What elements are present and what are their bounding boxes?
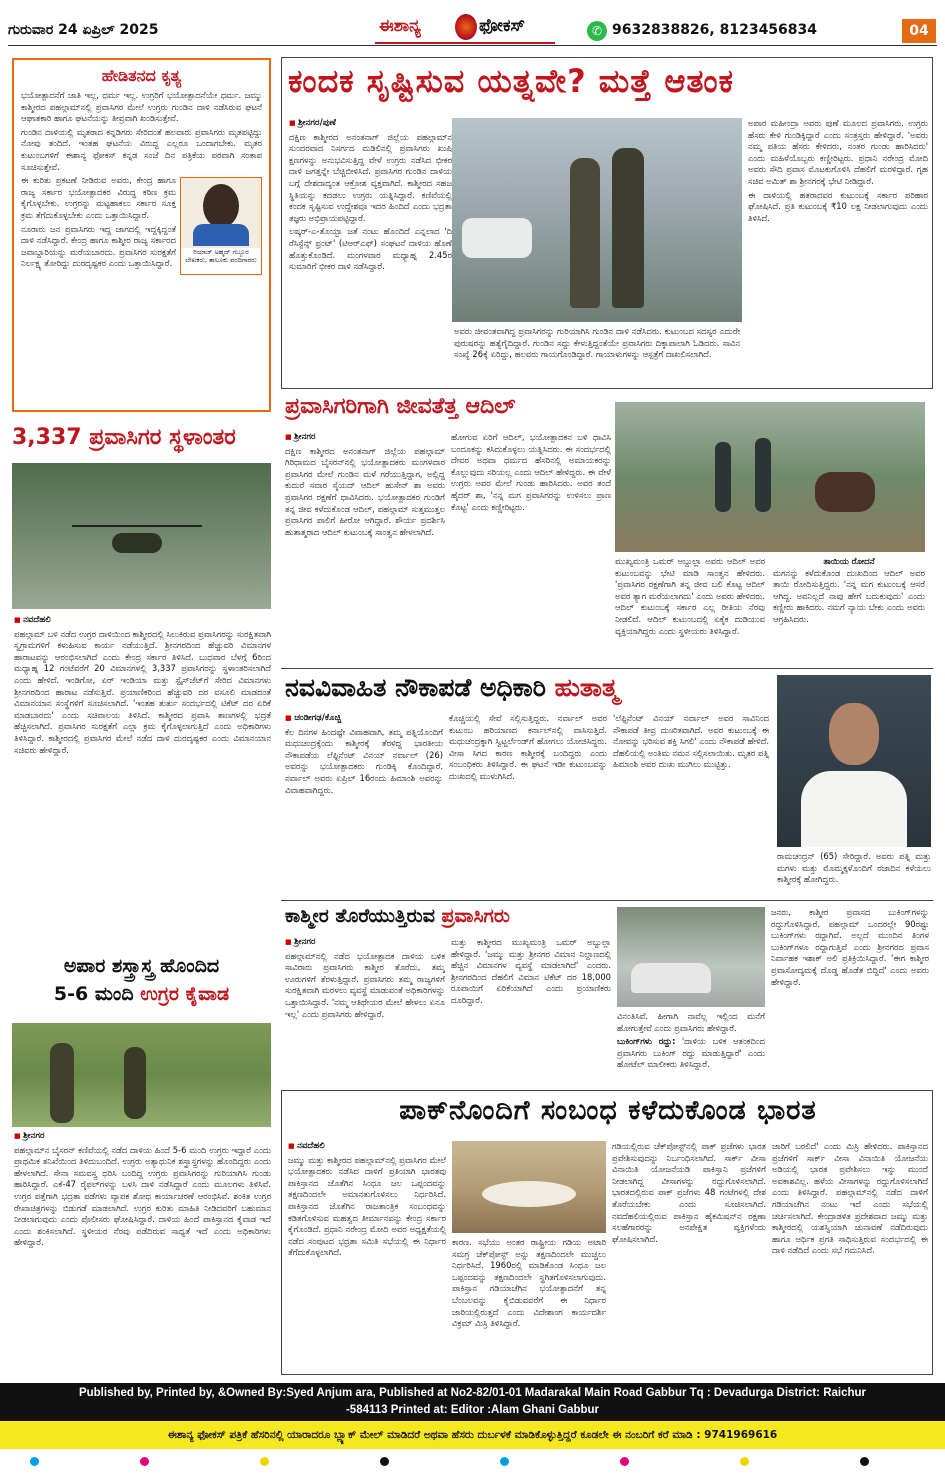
pakistan-story (281, 1090, 933, 1375)
caption-name: ರಿಯಾಜ್ ಅಹ್ಮದ್ ಗಬ್ಬೂರ (193, 248, 249, 257)
exodus-paragraph: ಪಹಲ್ಗಾಮ್‌ನಲ್ಲಿ ನಡೆದ ಭಯೋತ್ಪಾದಕ ದಾಳಿಯ ಬಳಿಕ ಸಾವಿರಾರು ಪ್ರವಾಸಿಗರು ಕಾಶ್ಮೀರ ತೊರೆದು, ತಮ್ಮ ಊರುಗಳಿಗೆ ತೆರಳುತ್ತಿದ್ದಾರೆ. ಪ್ರವಾಸಿಗರು ತಮ್ಮ ರಾಜ್ಯಗಳಿಗೆ ಸುರಕ್ಷಿತವಾಗಿ ಮರಳಲು ವ್ಯವಸ್ಥೆ ಮಾಡುವಂತೆ ಅಧಿಕಾರಿಗಳನ್ನು ಒತ್ತಾಯಿಸಿದ್ದಾರೆ. 'ನಮ್ಮ ಆತಿಥೇಯರ ಮೇಲೆ ಹೇಳಲು ಏನೂ ಇಲ್ಲ' ಎಂದು ಪ್ರವಾಸಿಗರು ಹೇಳಿದ್ದಾರೆ. (285, 950, 445, 1019)
adil-dateline: ■ ಶ್ರೀನಗರ (285, 432, 445, 444)
editorial-photo (180, 177, 262, 275)
soldier-figure-icon (50, 1043, 74, 1123)
editorial-title: ಹೇಡಿತನದ ಕೃತ್ಯ (101, 66, 182, 85)
weapons-dateline: ■ ಶ್ರೀನಗರ (14, 1131, 271, 1143)
adil-paragraph: ಮುಖ್ಯಮಂತ್ರಿ ಒಮರ್ ಅಬ್ದುಲ್ಲಾ ಅವರು ಆದಿಲ್ ಅವರ ಕುಟುಂಬವನ್ನು ಭೇಟಿ ಮಾಡಿ ಸಾಂತ್ವನ ಹೇಳಿದರು. 'ಪ್ರವಾಸಿಗರ ರಕ್ಷಣೆಗಾಗಿ ತನ್ನ ಜೀವ ಬಲಿ ಕೊಟ್ಟ ಆದಿಲ್ ಅವರ ತ್ಯಾಗ ಮರೆಯಲಾಗದು' ಎಂದು ಅವರು ಹೇಳಿದರು. ಆದಿಲ್ ಕುಟುಂಬಕ್ಕೆ ಸರ್ಕಾರ ಎಲ್ಲ ರೀತಿಯ ನೆರವು ನೀಡಲಿದೆ. ಆದಿಲ್ ಕುಟುಂಬದಲ್ಲಿ ಏಕೈಕ ದುಡಿಯುವ ವ್ಯಕ್ತಿಯಾಗಿದ್ದರು ಎಂದು ಸ್ಥಳೀಯರು ತಿಳಿಸಿದ್ದಾರೆ. (615, 556, 765, 636)
masthead-phones: 9632838826, 8123456834 (612, 22, 818, 38)
editorial-box (12, 58, 271, 412)
editorial-body (21, 90, 262, 270)
pakistan-column-3 (612, 1141, 766, 1373)
registration-dot-icon (860, 1457, 869, 1466)
lead-paragraph: ದಕ್ಷಿಣ ಕಾಶ್ಮೀರದ ಅನಂತನಾಗ್ ಜಿಲ್ಲೆಯ ಪಹಲ್ಗಾಮ್‌ನ ಸುಂದರವಾದ ನಿಸರ್ಗದ ಮಡಿಲಿನಲ್ಲಿ ಪ್ರವಾಸಿಗರು ಖುಷಿ ಕ್ಷಣಗಳನ್ನು ಅನುಭವಿಸುತ್ತಿದ್ದ ವೇಳೆ ಉಗ್ರರು ನಡೆಸಿದ ಭೀಕರ ದಾಳಿ ಜಗತ್ತನ್ನೇ ಬೆಚ್ಚಿಬೀಳಿಸಿದೆ. ಪ್ರವಾಸಿಗರ ಗುಂಡಿನ ದಾಳಿಯ ಬಗ್ಗೆ ದೇಶದಾದ್ಯಂತ ಆಕ್ರೋಶ ವ್ಯಕ್ತವಾಗಿದೆ. ಕಾಶ್ಮೀರದ ಸಹಜ ಸ್ಥಿತಿಯನ್ನು ಕದಡಲು ಉಗ್ರರು ಯತ್ನಿಸಿದ್ದಾರೆ. ಕಣಿವೆಯಲ್ಲಿ ಕಂದಕ ಸೃಷ್ಟಿಸುವ ಉದ್ದೇಶವೂ ಇದರ ಹಿಂದಿದೆ ಎಂದು ಭದ್ರತಾ ತಜ್ಞರು ಅಭಿಪ್ರಾಯಪಟ್ಟಿದ್ದಾರೆ. (289, 131, 452, 223)
lead-column-1 (289, 118, 452, 388)
exodus-headline-accent: ಪ್ರವಾಸಿಗರು (441, 905, 510, 927)
navy-paragraph: ಕೊಚ್ಚಿಯಲ್ಲಿ ಸೇವೆ ಸಲ್ಲಿಸುತ್ತಿದ್ದರು. ನರ್ವಾಲ್ ಅವರ ಕುಟುಂಬ ಹರಿಯಾಣದ ಕರ್ನಾಲ್‌ನಲ್ಲಿ ವಾಸಿಸುತ್ತಿದೆ. ಮಧುಚಂದ್ರಕ್ಕಾಗಿ ಸ್ವಿಟ್ಜರ್ಲೆಂಡ್‌ಗೆ ಹೋಗಲು ಯೋಜಿಸಿದ್ದರು. ವೀಸಾ ಸಿಗದ ಕಾರಣ ಕಾಶ್ಮೀರಕ್ಕೆ ಬಂದಿದ್ದರು ಎಂದು ಸಂಬಂಧಿಕರು ತಿಳಿಸಿದ್ದಾರೆ. ಈ ಘಟನೆ ಇಡೀ ಕುಟುಂಬವನ್ನು ದುಃಖದಲ್ಲಿ ಮುಳುಗಿಸಿದೆ. (449, 713, 607, 781)
soldier-figure-icon (612, 148, 644, 308)
conference-table-icon (482, 1181, 576, 1207)
exodus-column-1 (285, 937, 445, 1085)
person-figure-icon (715, 442, 731, 512)
helicopter-rotor-icon (72, 525, 202, 527)
lead-paragraph: ಅಪಾರ ಮಹೀಂದ್ರಾ ಅವರು ಪುಣೆ ಮೂಲದ ಪ್ರವಾಸಿಗರು. ಉಗ್ರರು ಹೆಸರು ಕೇಳಿ ಗುಂಡಿಕ್ಕಿದ್ದಾರೆ ಎಂದು ಸಂತ್ರಸ್ತರು ಹೇಳಿದ್ದಾರೆ. 'ಅವರು ನಮ್ಮ ಪತಿಯ ಹೆಸರು ಕೇಳಿದರು, ನಂತರ ಗುಂಡು ಹಾರಿಸಿದರು' ಎಂದು ಮಹಿಳೆಯೊಬ್ಬರು ಕಣ್ಣೀರಿಟ್ಟರು. ಪ್ರಧಾನಿ ನರೇಂದ್ರ ಮೋದಿ ಅವರು ಸೌದಿ ಪ್ರವಾಸ ಮೊಟಕುಗೊಳಿಸಿ ದೆಹಲಿಗೆ ಮರಳಿದ್ದಾರೆ. ಗೃಹ ಸಚಿವ ಅಮಿತ್ ಶಾ ಶ್ರೀನಗರಕ್ಕೆ ಭೇಟಿ ನೀಡಿದ್ದಾರೆ. (748, 118, 928, 186)
evacuation-headline: 3,337 ಪ್ರವಾಸಿಗರ ಸ್ಥಳಾಂತರ (12, 425, 236, 450)
adil-headline: ಪ್ರವಾಸಿಗರಿಗಾಗಿ ಜೀವತೆತ್ತ ಆದಿಲ್ (285, 394, 516, 419)
pakistan-column-4 (772, 1141, 928, 1373)
logo-emblem-icon (455, 14, 477, 40)
masthead (0, 0, 945, 46)
lead-paragraph: ಲಷ್ಕರ್-ಎ-ತೊಯ್ಬಾ ಜತೆ ನಂಟು ಹೊಂದಿದೆ ಎನ್ನಲಾದ 'ದಿ ರೆಸಿಸ್ಟೆನ್ಸ್ ಫ್ರಂಟ್' (ಟಿಆರ್‌ಎಫ್) ಸಂಘಟನೆ ದಾಳಿಯ ಹೊಣೆ ಹೊತ್ತುಕೊಂಡಿದೆ. ಮಂಗಳವಾರ ಮಧ್ಯಾಹ್ನ 2.45ರ ಸುಮಾರಿಗೆ ಭೀಕರ ದಾಳಿ ನಡೆಸಿದ್ದಾರೆ. (289, 226, 452, 272)
horse-icon (815, 472, 875, 512)
exodus-dateline: ■ ಶ್ರೀನಗರ (285, 937, 445, 949)
exodus-subhead: ಬುಕಿಂಗ್‌ಗಳು ರದ್ದು: (617, 1036, 676, 1047)
registration-dot-icon (500, 1457, 509, 1466)
weapons-headline-1: ಅಪಾರ ಶಸ್ತ್ರಾಸ್ತ್ರ ಹೊಂದಿದ (63, 955, 220, 977)
adil-subhead: ತಾಯಿಯ ರೋದನೆ (823, 556, 875, 566)
pakistan-column-2 (452, 1237, 606, 1373)
pakistan-photo-meeting (452, 1141, 606, 1233)
registration-dot-icon (140, 1457, 149, 1466)
evacuation-story (10, 425, 273, 950)
footer-notice: ಈಶಾನ್ಯ ಫೋಕಸ್ ಪತ್ರಿಕೆ ಹೆಸರಿನಲ್ಲಿ ಯಾರಾದರೂ ಬ್ಲ್ಯಾಕ್ ಮೇಲ್ ಮಾಡಿದರೆ ಅಥವಾ ಹೆಸರು ದುರ್ಬಳಕೆ ಮಾಡಿಕೊಳ್ಳುತ್ತಿದ್ದರೆ ಕೂಡಲೇ ಈ ನಂಬರಿಗೆ ಕರೆ ಮಾಡಿ : 9741969616 (0, 1421, 945, 1449)
navy-officer-photo (777, 675, 931, 847)
navy-column-1 (285, 713, 443, 895)
logo-word-left: ಈಶಾನ್ಯ (379, 16, 421, 36)
navy-column-3 (613, 713, 769, 895)
helicopter-icon (112, 533, 162, 553)
registration-dot-icon (260, 1457, 269, 1466)
exodus-paragraph: ಜನರು, ಕಾಶ್ಮೀರ ಪ್ರವಾಸದ ಬುಕಿಂಗ್‌ಗಳನ್ನು ರದ್ದುಗೊಳಿಸಿದ್ದಾರೆ. ಪಹಲ್ಗಾಮ್ ಒಂದರಲ್ಲೇ 90ರಷ್ಟು ಬುಕಿಂಗ್‌ಗಳು ರದ್ದಾಗಿವೆ. ಅಲ್ಲದೆ ಮುಂದಿನ ತಿಂಗಳ ಬುಕಿಂಗ್‌ಗಳೂ ರದ್ದಾಗುತ್ತಿವೆ ಎಂದು ಶ್ರೀನಗರದ ಪ್ರವಾಸ ನಿರ್ವಾಹಕ ಇಶಾಕ್ ಅಲಿ ಪ್ರತಿಕ್ರಿಯಿಸಿದ್ದಾರೆ. 'ಈಗ ಕಾಶ್ಮೀರ ಪ್ರವಾಸೋದ್ಯಮಕ್ಕೆ ದೊಡ್ಡ ಹೊಡೆತ ಬಿದ್ದಿದೆ' ಎಂದು ಅವರು ಹೇಳಿದ್ದಾರೆ. (771, 907, 929, 987)
exodus-headline-main: ಕಾಶ್ಮೀರ ತೊರೆಯುತ್ತಿರುವ (285, 905, 442, 927)
evacuation-body (14, 615, 271, 945)
masthead-rule (8, 45, 937, 46)
registration-dot-icon (30, 1457, 39, 1466)
vehicle-icon (462, 218, 532, 258)
adil-paragraph: ಮಗನನ್ನು ಕಳೆದುಕೊಂಡ ದುಃಖದಿಂದ ಆದಿಲ್ ಅವರ ತಾಯಿ ರೋದಿಸುತ್ತಿದ್ದರು. 'ನನ್ನ ಮಗ ಕುಟುಂಬಕ್ಕೆ ಆಸರೆ ಆಗಿದ್ದ. ಅವನಿಲ್ಲದೆ ನಾವು ಹೇಗೆ ಬದುಕುವುದು' ಎಂದು ಕಣ್ಣೀರು ಹಾಕಿದರು. ನಮಗೆ ನ್ಯಾಯ ಬೇಕು ಎಂದು ಅವರು ಆಗ್ರಹಿಸಿದರು. (773, 567, 925, 624)
pakistan-paragraph: ಗಡಿಯಲ್ಲಿರುವ ಚೆಕ್‌ಪೋಸ್ಟ್‌ನಲ್ಲಿ ಪಾಕ್ ಪ್ರಜೆಗಳು ಭಾರತ ಪ್ರವೇಶಿಸುವುದನ್ನು ನಿರ್ಬಂಧಿಸಲಾಗಿದೆ. ಸಾರ್ಕ್ ವೀಸಾ ವಿನಾಯಿತಿ ಯೋಜನೆಯಡಿ ಪಾಕಿಸ್ತಾನಿ ಪ್ರಜೆಗಳಿಗೆ ನೀಡಲಾಗಿದ್ದ ವೀಸಾಗಳನ್ನು ರದ್ದುಗೊಳಿಸಲಾಗಿದೆ. ಭಾರತದಲ್ಲಿರುವ ಪಾಕ್ ಪ್ರಜೆಗಳು 48 ಗಂಟೆಗಳಲ್ಲಿ ದೇಶ ತೊರೆಯಬೇಕು ಎಂದು ಸೂಚಿಸಲಾಗಿದೆ. ನವದೆಹಲಿಯಲ್ಲಿರುವ ಪಾಕಿಸ್ತಾನ ಹೈಕಮಿಷನ್‌ನ ರಕ್ಷಣಾ ಸಲಹೆಗಾರರನ್ನು ಅನಪೇಕ್ಷಿತ ವ್ಯಕ್ತಿಗಳೆಂದು ಘೋಷಿಸಲಾಗಿದೆ. (612, 1141, 766, 1244)
weapons-headline-main: 5-6 ಮಂದಿ (53, 983, 141, 1005)
evacuation-photo-helicopter (12, 463, 271, 609)
navy-headline-accent: ಹುತಾತ್ಮ (554, 673, 619, 702)
caption-role: ಲೇಖಕರು, ತಾಲೂಕು ವರದಿಗಾರರು (185, 256, 257, 265)
exodus-paragraph: 'ದಾಳಿಯ ಬಳಿಕ ಆತಂಕದಿಂದ ಪ್ರವಾಸಿಗರು ಬುಕಿಂಗ್ ರದ್ದು ಮಾಡುತ್ತಿದ್ದಾರೆ' ಎಂದು ಹೋಟೆಲ್ ಮಾಲೀಕರು ತಿಳಿಸಿದ್ದಾರೆ. (617, 1036, 765, 1070)
pakistan-headline: ಪಾಕ್‌ನೊಂದಿಗೆ ಸಂಬಂಧ ಕಳೆದುಕೊಂಡ ಭಾರತ (399, 1095, 817, 1126)
navy-caption: ರಾಮಚಂದ್ರನ್ (65) ಸೇರಿದ್ದಾರೆ. ಅವರು ಪತ್ನಿ ಮತ್ತು ಮಗಳು ಮತ್ತು ಮೊಮ್ಮಕ್ಕಳೊಂದಿಗೆ ರಜಾದಿನ ಕಳೆಯಲು ಕಾಶ್ಮೀರಕ್ಕೆ ಹೋಗಿದ್ದರು. (777, 851, 931, 885)
navy-story (281, 668, 933, 896)
editorial-paragraph: ನೂರಾರು ಜನ ಪ್ರವಾಸಿಗರು ಇದ್ದ ಜಾಗದಲ್ಲಿ ಇದ್ದಕ್ಕಿದ್ದಂತೆ ದಾಳಿ ನಡೆಸಿದ್ದಾರೆ. ಕೇಂದ್ರ ಹಾಗೂ ಕಾಶ್ಮೀರ ರಾಜ್ಯ ಸರ್ಕಾರದ ಜವಾಬ್ದಾರಿಯನ್ನು ಮರೆಯಬಾರದು. ಪ್ರವಾಸಿಗರ ಸುರಕ್ಷತೆಗೆ ನಿರ್ಲಕ್ಷ್ಯ ತೋರಿದ್ದು ದುರದೃಷ್ಟಕರ ಎಂದು ಒತ್ತಾಯಿಸಿದ್ದಾರೆ. (21, 223, 176, 269)
navy-paragraph: 'ಲೆಫ್ಟಿನೆಂಟ್ ವಿನಯ್ ನರ್ವಾಲ್ ಅವರ ಸಾವಿನಿಂದ ನೌಕಾಪಡೆ ತೀವ್ರ ದುಃಖಿತವಾಗಿದೆ. ಅವರ ಕುಟುಂಬಕ್ಕೆ ಈ ನೋವನ್ನು ಭರಿಸುವ ಶಕ್ತಿ ಸಿಗಲಿ' ಎಂದು ನೌಕಾಪಡೆ ಹೇಳಿದೆ. ದೆಹಲಿಯಲ್ಲಿ ಅಂತಿಮ ನಮನ ಸಲ್ಲಿಸಲಾಯಿತು. ಮೃತರ ಪತ್ನಿ ಹಿಮಾಂಶಿ ಅವರ ದುಃಖ ಮುಗಿಲು ಮುಟ್ಟಿತ್ತು. (613, 713, 769, 770)
pakistan-dateline: ■ ನವದೆಹಲಿ (288, 1141, 446, 1153)
registration-dot-icon (620, 1457, 629, 1466)
adil-photo-forest (615, 402, 925, 552)
exodus-column-2 (451, 937, 611, 1085)
adil-column-4 (773, 556, 925, 662)
weapons-headline-accent: ಉಗ್ರರ ಕೈವಾಡ (140, 983, 230, 1005)
navy-column-2 (449, 713, 607, 895)
officer-face-icon (829, 703, 879, 765)
navy-paragraph: ಕೆಲ ದಿನಗಳ ಹಿಂದಷ್ಟೇ ವಿವಾಹವಾಗಿ, ತಮ್ಮ ಪತ್ನಿಯೊಂದಿಗೆ ಮಧುಚಂದ್ರಕ್ಕೆಂದು ಕಾಶ್ಮೀರಕ್ಕೆ ತೆರಳಿದ್ದ ಭಾರತೀಯ ನೌಕಾಪಡೆಯ ಲೆಫ್ಟಿನೆಂಟ್ ವಿನಯ್ ನರ್ವಾಲ್ (26) ಅವರನ್ನು ಭಯೋತ್ಪಾದಕರು ಗುಂಡಿಕ್ಕಿ ಕೊಂದಿದ್ದಾರೆ. ನರ್ವಾಲ್ ಅವರು ಏಪ್ರಿಲ್ 16ರಂದು ಹಿಮಾಂಶಿ ಅವರನ್ನು ವಿವಾಹವಾಗಿದ್ದರು. (285, 726, 443, 795)
evacuation-dateline: ■ ನವದೆಹಲಿ (14, 615, 271, 627)
pakistan-paragraph: ಕಾರಣ. ಸಭೆಯು ಅಂತರ ರಾಷ್ಟ್ರೀಯ ಗಡಿಯ ಅಟಾರಿ ಸಮಗ್ರ ಚೆಕ್‌ಪೋಸ್ಟ್ ಅನ್ನು ತಕ್ಷಣದಿಂದಲೇ ಮುಚ್ಚಲು ನಿರ್ಧರಿಸಿದೆ. 1960ರಲ್ಲಿ ಮಾಡಿಕೊಂಡ ಸಿಂಧೂ ಜಲ ಒಪ್ಪಂದವನ್ನು ತಕ್ಷಣದಿಂದಲೇ ಸ್ಥಗಿತಗೊಳಿಸಲಾಗುವುದು. ಪಾಕಿಸ್ತಾನ ಗಡಿಯಾಚೆಗಿನ ಭಯೋತ್ಪಾದನೆಗೆ ತನ್ನ ಬೆಂಬಲವನ್ನು ಕೈಬಿಡುವವರೆಗೆ ಈ ನಿರ್ಧಾರ ಜಾರಿಯಲ್ಲಿರುತ್ತದೆ ಎಂದು ವಿದೇಶಾಂಗ ಕಾರ್ಯದರ್ಶಿ ವಿಕ್ರಮ್ ಮಿಸ್ರಿ ತಿಳಿಸಿದ್ದಾರೆ. (452, 1237, 606, 1329)
logo-word-right: ಫೋಕಸ್ (479, 16, 526, 36)
editorial-paragraph: ಈ ಕುರಿತು ಪ್ರಕಟಣೆ ನೀಡಿರುವ ಅವರು, ಕೇಂದ್ರ ಹಾಗೂ ರಾಜ್ಯ ಸರ್ಕಾರ ಭಯೋತ್ಪಾದಕರ ವಿರುದ್ಧ ಕಠಿಣ ಕ್ರಮ ಕೈಗೊಳ್ಳಬೇಕು. ಉಗ್ರರನ್ನು ಮಟ್ಟಹಾಕಲು ಸರ್ಕಾರ ಸೂಕ್ತ ಕ್ರಮ ತೆಗೆದುಕೊಳ್ಳಬೇಕು ಎಂದು ಒತ್ತಾಯಿಸಿದ್ದಾರೆ. (21, 175, 176, 220)
soldier-figure-icon (570, 158, 600, 308)
print-registration-bar (0, 1455, 945, 1469)
navy-headline (285, 673, 765, 711)
exodus-column-4 (771, 907, 929, 1085)
lead-headline: ಕಂದಕ ಸೃಷ್ಟಿಸುವ ಯತ್ನವೇ? ಮತ್ತೆ ಆತಂಕ (288, 62, 734, 100)
lead-column-2 (454, 326, 740, 388)
whatsapp-icon: ✆ (587, 21, 607, 41)
lead-photo-soldiers (452, 118, 742, 322)
lead-story (281, 57, 933, 389)
lead-paragraph: ಅವರು ಜೀವಂತವಾಗಿದ್ದ ಪ್ರವಾಸಿಗರನ್ನು ಗುರಿಯಾಗಿಸಿ ಗುಂಡಿನ ದಾಳಿ ನಡೆಸಿದರು. ಕುಟುಂಬದ ಸದಸ್ಯರ ಎದುರೇ ಪುರುಷರನ್ನು ಹತ್ಯೆಗೈದಿದ್ದಾರೆ. ಗುಂಡಿನ ಸದ್ದು ಕೇಳುತ್ತಿದ್ದಂತೆಯೇ ಪ್ರವಾಸಿಗರು ದಿಕ್ಕಾಪಾಲಾಗಿ ಓಡಿದರು. ಸಾವಿನ ಸಂಖ್ಯೆ 26ಕ್ಕೆ ಏರಿದ್ದು, ಹಲವರು ಗಾಯಗೊಂಡಿದ್ದಾರೆ. ಗಾಯಾಳುಗಳನ್ನು ಆಸ್ಪತ್ರೆಗೆ ದಾಖಲಿಸಲಾಗಿದೆ. (454, 326, 740, 360)
registration-dot-icon (380, 1457, 389, 1466)
exodus-photo-cars (617, 907, 765, 1007)
weapons-photo-soldiers (12, 1023, 271, 1127)
pakistan-column-1 (288, 1141, 446, 1373)
exodus-headline (285, 905, 615, 937)
masthead-logo (375, 14, 555, 44)
weapons-story (10, 955, 273, 1375)
adil-paragraph: ದಕ್ಷಿಣ ಕಾಶ್ಮೀರದ ಅನಂತನಾಗ್ ಜಿಲ್ಲೆಯ ಪಹಲ್ಗಾಮ್ ಗಿರಿಧಾಮದ ಬೈಸರನ್‌ನಲ್ಲಿ ಭಯೋತ್ಪಾದಕರು ಮಂಗಳವಾರ ಪ್ರವಾಸಿಗರ ಮೇಲೆ ಗುಂಡಿನ ಮಳೆ ಗರೆಯುತ್ತಿದ್ದಾಗ, ಅಲ್ಲಿದ್ದ ಕುದುರೆ ಸವಾರ ಸೈಯದ್ ಆದಿಲ್ ಹುಸೇನ್ ಶಾ ಅವರು ಪ್ರವಾಸಿಗರ ರಕ್ಷಣೆಗೆ ಧಾವಿಸಿದರು. ಭಯೋತ್ಪಾದಕರ ಗುಂಡಿಗೆ ತನ್ನ ಜೀವ ಕಳೆದುಕೊಂಡ ಆದಿಲ್, ಪಹಲ್ಗಾಮ್ ಸುತ್ತಮುತ್ತಲ ಪ್ರವಾಸಿಗರ ಪಾಲಿಗೆ ಹೀರೋ ಆಗಿದ್ದಾರೆ. ಶೌರ್ಯ ಪ್ರದರ್ಶಿಸಿ ಹುತಾತ್ಮರಾದ ಆದಿಲ್ ಕುಟುಂಬಕ್ಕೆ ಸಾಂತ್ವನ ಹೇಳಲಾಗಿದೆ. (285, 445, 445, 537)
lead-dateline: ■ ಶ್ರೀನಗರ/ಪುಣೆ (289, 118, 452, 130)
adil-paragraph: ಹೋಗುವ ಏರಿಗೆ ಆದಿಲ್, ಭಯೋತ್ಪಾದಕನ ಬಳಿ ಧಾವಿಸಿ ಬಂದೂಕನ್ನು ಕಸಿದುಕೊಳ್ಳಲು ಯತ್ನಿಸಿದರು. ಈ ಸಂದರ್ಭದಲ್ಲಿ ದೇವರ ಅಥವಾ ಧರ್ಮದ ಹೆಸರಿನಲ್ಲಿ ಅಮಾಯಕರನ್ನು ಕೊಲ್ಲುವುದು ಸರಿಯಲ್ಲ ಎಂದು ಆದಿಲ್ ಹೇಳಿದ್ದರು. ಈ ವೇಳೆ ಉಗ್ರರು ಅವರ ಮೇಲೆ ಗುಂಡು ಹಾರಿಸಿದರು. ಅವರ ತಂದೆ ಹೈದರ್ ಶಾ, 'ನನ್ನ ಮಗ ಪ್ರವಾಸಿಗರನ್ನು ಉಳಿಸಲು ಪ್ರಾಣ ಕೊಟ್ಟ' ಎಂದು ಕಣ್ಣೀರಿಟ್ಟರು. (451, 432, 611, 512)
weapons-headline-2 (10, 983, 273, 1013)
exodus-paragraph: ವಿನಂತಿಸಿವೆ. ಹೀಗಾಗಿ ನಾವೆಲ್ಲ ಇಲ್ಲಿಂದ ಮನೆಗೆ ಹೋಗುತ್ತೇವೆ ಎಂದು ಪ್ರವಾಸಿಗರು ಹೇಳಿದ್ದಾರೆ. (617, 1011, 765, 1033)
pakistan-paragraph: ಜಾರಿಗೆ ಬರಲಿದೆ' ಎಂದು ಮಿಸ್ರಿ ಹೇಳಿದರು. ಪಾಕಿಸ್ತಾನದ ಪ್ರಜೆಗಳಿಗೆ ಸಾರ್ಕ್ ವೀಸಾ ವಿನಾಯಿತಿ ಯೋಜನೆಯ ಅಡಿಯಲ್ಲಿ ಭಾರತ ಪ್ರವೇಶಿಸಲು ಇನ್ನು ಮುಂದೆ ಅವಕಾಶವಿಲ್ಲ. ಹಳೆಯ ವೀಸಾಗಳನ್ನು ರದ್ದುಗೊಳಿಸಲಾಗಿದೆ ಎಂದು ತಿಳಿಸಿದ್ದಾರೆ. ಪಹಲ್ಗಾಮ್‌ನಲ್ಲಿ ನಡೆದ ದಾಳಿಗೆ ಗಡಿಯಾಚೆಗಿನ ನಂಟು ಇದೆ ಎಂದು ಸಭೆಯಲ್ಲಿ ಚರ್ಚಿಸಲಾಗಿದೆ. ಕೇಂದ್ರಾಡಳಿತ ಪ್ರದೇಶವಾದ ಜಮ್ಮು ಮತ್ತು ಕಾಶ್ಮೀರದಲ್ಲಿ ಯಶಸ್ವಿಯಾಗಿ ಚುನಾವಣೆ ನಡೆದಿರುವುದು ಹಾಗೂ ಆರ್ಥಿಕ ಪ್ರಗತಿ ಸಾಧಿಸುತ್ತಿರುವ ಸಂದರ್ಭದಲ್ಲಿ ಈ ದಾಳಿ ನಡೆದಿದೆ ಎಂದು ಸಭೆ ಗಮನಿಸಿದೆ. (772, 1141, 928, 1256)
editorial-paragraph: ಗುಂಡಿನ ದಾಳಿಯಲ್ಲಿ ಮೃತರಾದ ಕನ್ನಡಿಗರು ಸೇರಿದಂತೆ ಹಲವಾರು ಪ್ರವಾಸಿಗರು ಮೃತಪಟ್ಟಿದ್ದು ನೋವು ತಂದಿದೆ. ಇಂತಹ ಘಟನೆಯ ವಿರುದ್ಧ ಎಲ್ಲರೂ ಒಂದಾಗಬೇಕು. ಮೃತರ ಕುಟುಂಬಗಳಿಗೆ ಈಶಾನ್ಯ ಫೋಕಸ್ ಕನ್ನಡ ಸಂಜೆ ದಿನ ಪತ್ರಿಕೆಯ ಪರವಾಗಿ ಸಂತಾಪ ಸೂಚಿಸುತ್ತೇವೆ. (21, 126, 262, 172)
officer-uniform-icon (801, 771, 907, 847)
editorial-paragraph: ಭಯೋತ್ಪಾದನೆಗೆ ಜಾತಿ ಇಲ್ಲ, ಧರ್ಮ ಇಲ್ಲ. ಉಗ್ರರಿಗೆ ಭಯೋತ್ಪಾದನೆಯೇ ಧರ್ಮ. ಜಮ್ಮು ಕಾಶ್ಮೀರದ ಪಹಲ್ಗಾಮ್‌ನಲ್ಲಿ ಪ್ರವಾಸಿಗರ ಮೇಲೆ ಉಗ್ರರು ಗುಂಡಿನ ದಾಳಿ ನಡೆಸಿರುವ ಘಟನೆ ಆಘಾತಕಾರಿ ಹಾಗೂ ಘಟನೆಯನ್ನು ತೀವ್ರವಾಗಿ ಖಂಡಿಸುತ್ತೇವೆ. (21, 90, 262, 124)
weapons-body (14, 1131, 271, 1375)
soldier-figure-icon (124, 1047, 146, 1119)
person-shirt-icon (193, 224, 249, 246)
adil-column-1 (285, 432, 445, 662)
registration-dot-icon (740, 1457, 749, 1466)
car-icon (631, 963, 711, 993)
pakistan-paragraph: ಜಮ್ಮು ಮತ್ತು ಕಾಶ್ಮೀರದ ಪಹಲ್ಗಾಮ್‌ನಲ್ಲಿ ಪ್ರವಾಸಿಗರ ಮೇಲೆ ಭಯೋತ್ಪಾದಕರು ನಡೆಸಿದ ದಾಳಿಗೆ ಪ್ರತಿಯಾಗಿ ಭಾರತವು ಪಾಕಿಸ್ತಾನದ ಜೊತೆಗಿನ ಸಿಂಧೂ ಜಲ ಒಪ್ಪಂದವನ್ನು ತಕ್ಷಣದಿಂದಲೇ ಅಮಾನತುಗೊಳಿಸಲು ನಿರ್ಧರಿಸಿದೆ. ಪಾಕಿಸ್ತಾನದ ಜೊತೆಗಿನ ರಾಜತಾಂತ್ರಿಕ ಸಂಬಂಧವನ್ನು ಕಡಿತಗೊಳಿಸುವ ಮಹತ್ವದ ತೀರ್ಮಾನವನ್ನು ಕೇಂದ್ರ ಸರ್ಕಾರ ಕೈಗೊಂಡಿದೆ. ಪ್ರಧಾನಿ ನರೇಂದ್ರ ಮೋದಿ ಅವರ ಅಧ್ಯಕ್ಷತೆಯಲ್ಲಿ ನಡೆದ ಸಂಪುಟದ ಭದ್ರತಾ ಸಮಿತಿ ಸಭೆಯಲ್ಲಿ ಈ ನಿರ್ಧಾರ ತೆಗೆದುಕೊಳ್ಳಲಾಗಿದೆ. (288, 1154, 446, 1258)
adil-column-2 (451, 432, 611, 662)
page-number: 04 (902, 19, 936, 43)
editorial-photo-caption (181, 248, 261, 274)
exodus-story (281, 900, 933, 1085)
adil-column-3 (615, 556, 765, 662)
lead-column-3 (748, 118, 928, 388)
person-figure-icon (755, 438, 771, 512)
person-portrait-icon (203, 184, 239, 228)
footer-imprint (0, 1383, 945, 1421)
weapons-paragraph: ಪಹಲ್ಗಾಮ್‌ನ ಬೈಸರನ್ ಕಣಿವೆಯಲ್ಲಿ ನಡೆದ ದಾಳಿಯ ಹಿಂದೆ 5-6 ಮಂದಿ ಉಗ್ರರು ಇದ್ದಾರೆ ಎಂದು ಪ್ರಾಥಮಿಕ ತನಿಖೆಯಿಂದ ತಿಳಿದುಬಂದಿದೆ. ಉಗ್ರರು ಅತ್ಯಾಧುನಿಕ ಶಸ್ತ್ರಾಸ್ತ್ರಗಳನ್ನು ಹೊಂದಿದ್ದರು ಎಂದು ಹೇಳಲಾಗಿದೆ. ಸೇನಾ ಸಮವಸ್ತ್ರ ಧರಿಸಿ ಬಂದಿದ್ದ ಉಗ್ರರು ಪ್ರವಾಸಿಗರನ್ನು ಗುರಿಯಾಗಿಸಿ ಗುಂಡು ಹಾರಿಸಿದ್ದಾರೆ. ಎಕೆ-47 ರೈಫಲ್‌ಗಳನ್ನು ಬಳಸಿ ದಾಳಿ ನಡೆಸಿದ್ದಾರೆ ಎಂದು ಮೂಲಗಳು ತಿಳಿಸಿವೆ. ಉಗ್ರರ ಪತ್ತೆಗಾಗಿ ಭದ್ರತಾ ಪಡೆಗಳು ವ್ಯಾಪಕ ಶೋಧ ಕಾರ್ಯಾಚರಣೆ ಆರಂಭಿಸಿವೆ. ಶಂಕಿತ ಉಗ್ರರ ರೇಖಾಚಿತ್ರಗಳನ್ನು ಬಿಡುಗಡೆ ಮಾಡಲಾಗಿದೆ. ಉಗ್ರರ ಕುರಿತು ಮಾಹಿತಿ ನೀಡಿದವರಿಗೆ ಬಹುಮಾನ ನೀಡಲಾಗುವುದು ಎಂದು ಪೊಲೀಸರು ಘೋಷಿಸಿದ್ದಾರೆ. ದಾಳಿಯ ಹಿಂದೆ ಪಾಕಿಸ್ತಾನದ ಕೈವಾಡ ಇದೆ ಎಂದು ಶಂಕಿಸಲಾಗಿದೆ. ಸ್ಥಳೀಯರ ನೆರವು ಪಡೆದಿರುವ ಸಾಧ್ಯತೆ ಇದೆ ಎಂದು ಅಧಿಕಾರಿಗಳು ಹೇಳಿದ್ದಾರೆ. (14, 1144, 271, 1248)
navy-dateline: ■ ಚಂಡೀಗಢ/ಕೊಚ್ಚಿ (285, 713, 443, 725)
lead-paragraph: ಈ ದಾಳಿಯಲ್ಲಿ ಹತರಾದವರ ಕುಟುಂಬಕ್ಕೆ ಸರ್ಕಾರ ಪರಿಹಾರ ಘೋಷಿಸಿದೆ. ಪ್ರತಿ ಕುಟುಂಬಕ್ಕೆ ₹10 ಲಕ್ಷ ನೀಡಲಾಗುವುದು ಎಂದು ತಿಳಿಸಿದೆ. (748, 189, 928, 223)
exodus-paragraph: ಮತ್ತು ಕಾಶ್ಮೀರದ ಮುಖ್ಯಮಂತ್ರಿ ಒಮರ್ ಅಬ್ದುಲ್ಲಾ ಹೇಳಿದ್ದಾರೆ. 'ಜಮ್ಮು ಮತ್ತು ಶ್ರೀನಗರ ವಿಮಾನ ನಿಲ್ದಾಣದಲ್ಲಿ ಹೆಚ್ಚಿನ ವಿಮಾನಗಳ ವ್ಯವಸ್ಥೆ ಮಾಡಲಾಗಿದೆ' ಎಂದರು. ಶ್ರೀನಗರದಿಂದ ದೆಹಲಿಗೆ ವಿಮಾನ ಟಿಕೆಟ್ ದರ 18,000 ರೂಪಾಯಿಗೆ ಏರಿಕೆಯಾಗಿದೆ ಎಂದು ಪ್ರಯಾಣಿಕರು ದೂರಿದ್ದಾರೆ. (451, 937, 611, 1005)
evacuation-paragraph: ಪಹಲ್ಗಾಮ್ ಬಳಿ ನಡೆದ ಉಗ್ರರ ದಾಳಿಯಿಂದ ಕಾಶ್ಮೀರದಲ್ಲಿ ಸಿಲುಕಿರುವ ಪ್ರವಾಸಿಗರನ್ನು ಸುರಕ್ಷಿತವಾಗಿ ಸ್ವಗ್ರಾಮಗಳಿಗೆ ಕಳುಹಿಸುವ ಕಾರ್ಯ ನಡೆಯುತ್ತಿದೆ. ಶ್ರೀನಗರದಿಂದ ಹೆಚ್ಚುವರಿ ವಿಮಾನಗಳ ಹಾರಾಟವನ್ನು ಆರಂಭಿಸಲಾಗಿದೆ ಎಂದು ಕೇಂದ್ರ ಸರ್ಕಾರ ತಿಳಿಸಿದೆ. ಬುಧವಾರ ಬೆಳಗ್ಗೆ 6ರಿಂದ ಮಧ್ಯಾಹ್ನ 12 ಗಂಟೆವರೆಗೆ 20 ವಿಮಾನಗಳಲ್ಲಿ 3,337 ಪ್ರವಾಸಿಗರನ್ನು ಸ್ಥಳಾಂತರಿಸಲಾಗಿದೆ ಎಂದು ಹೇಳಿದೆ. ಇಂಡಿಗೋ, ಏರ್ ಇಂಡಿಯಾ ಮತ್ತು ಸ್ಪೈಸ್‌ಜೆಟ್‌ಗೆ ಸೇರಿದ ವಿಮಾನಗಳು ಶ್ರೀನಗರದಿಂದ ಹಾರಾಟ ನಡೆಸುತ್ತಿವೆ. ಪ್ರಯಾಣಿಕರಿಂದ ಹೆಚ್ಚುವರಿ ದರ ವಸೂಲಿ ಮಾಡದಂತೆ ವಿಮಾನಯಾನ ಸಂಸ್ಥೆಗಳಿಗೆ ಸೂಚಿಸಲಾಗಿದೆ. 'ಇಂತಹ ತುರ್ತು ಸಂದರ್ಭದಲ್ಲಿ ಟಿಕೆಟ್ ದರ ಏರಿಕೆ ಮಾಡಬಾರದು' ಎಂದು ಸಚಿವಾಲಯ ತಿಳಿಸಿದೆ. ಕಾಶ್ಮೀರದ ಪ್ರವಾಸಿ ತಾಣಗಳಲ್ಲಿ ಭದ್ರತೆ ಹೆಚ್ಚಿಸಲಾಗಿದೆ. ಪ್ರವಾಸಿಗರ ಸುರಕ್ಷತೆಗೆ ಎಲ್ಲಾ ಕ್ರಮ ಕೈಗೊಳ್ಳಲಾಗುತ್ತಿದೆ ಎಂದು ಅಧಿಕಾರಿಗಳು ತಿಳಿಸಿದ್ದಾರೆ. ಕಾಶ್ಮೀರದಲ್ಲಿ ಪ್ರವಾಸಿಗರ ಮೇಲೆ ನಡೆದ ದಾಳಿ ದುರದೃಷ್ಟಕರ ಎಂದು ವಿಮಾನಯಾನ ಸಚಿವರು ಹೇಳಿದ್ದಾರೆ. (14, 628, 271, 755)
navy-headline-main: ನವವಿವಾಹಿತ ನೌಕಾಪಡೆ ಅಧಿಕಾರಿ (285, 673, 555, 702)
masthead-date: ಗುರುವಾರ 24 ಏಪ್ರಿಲ್ 2025 (8, 22, 159, 38)
adil-story (281, 394, 933, 664)
exodus-column-3 (617, 1011, 765, 1085)
imprint-line: -584113 Printed at: Editor :Alam Ghani Gabbur (345, 1404, 600, 1416)
imprint-line: Published by, Printed by, &Owned By:Syed Anjum ara, Published at No2-82/01-01 Madarakal Main Road Gabbur Tq : Devadurga District: Raichur (78, 1387, 867, 1399)
